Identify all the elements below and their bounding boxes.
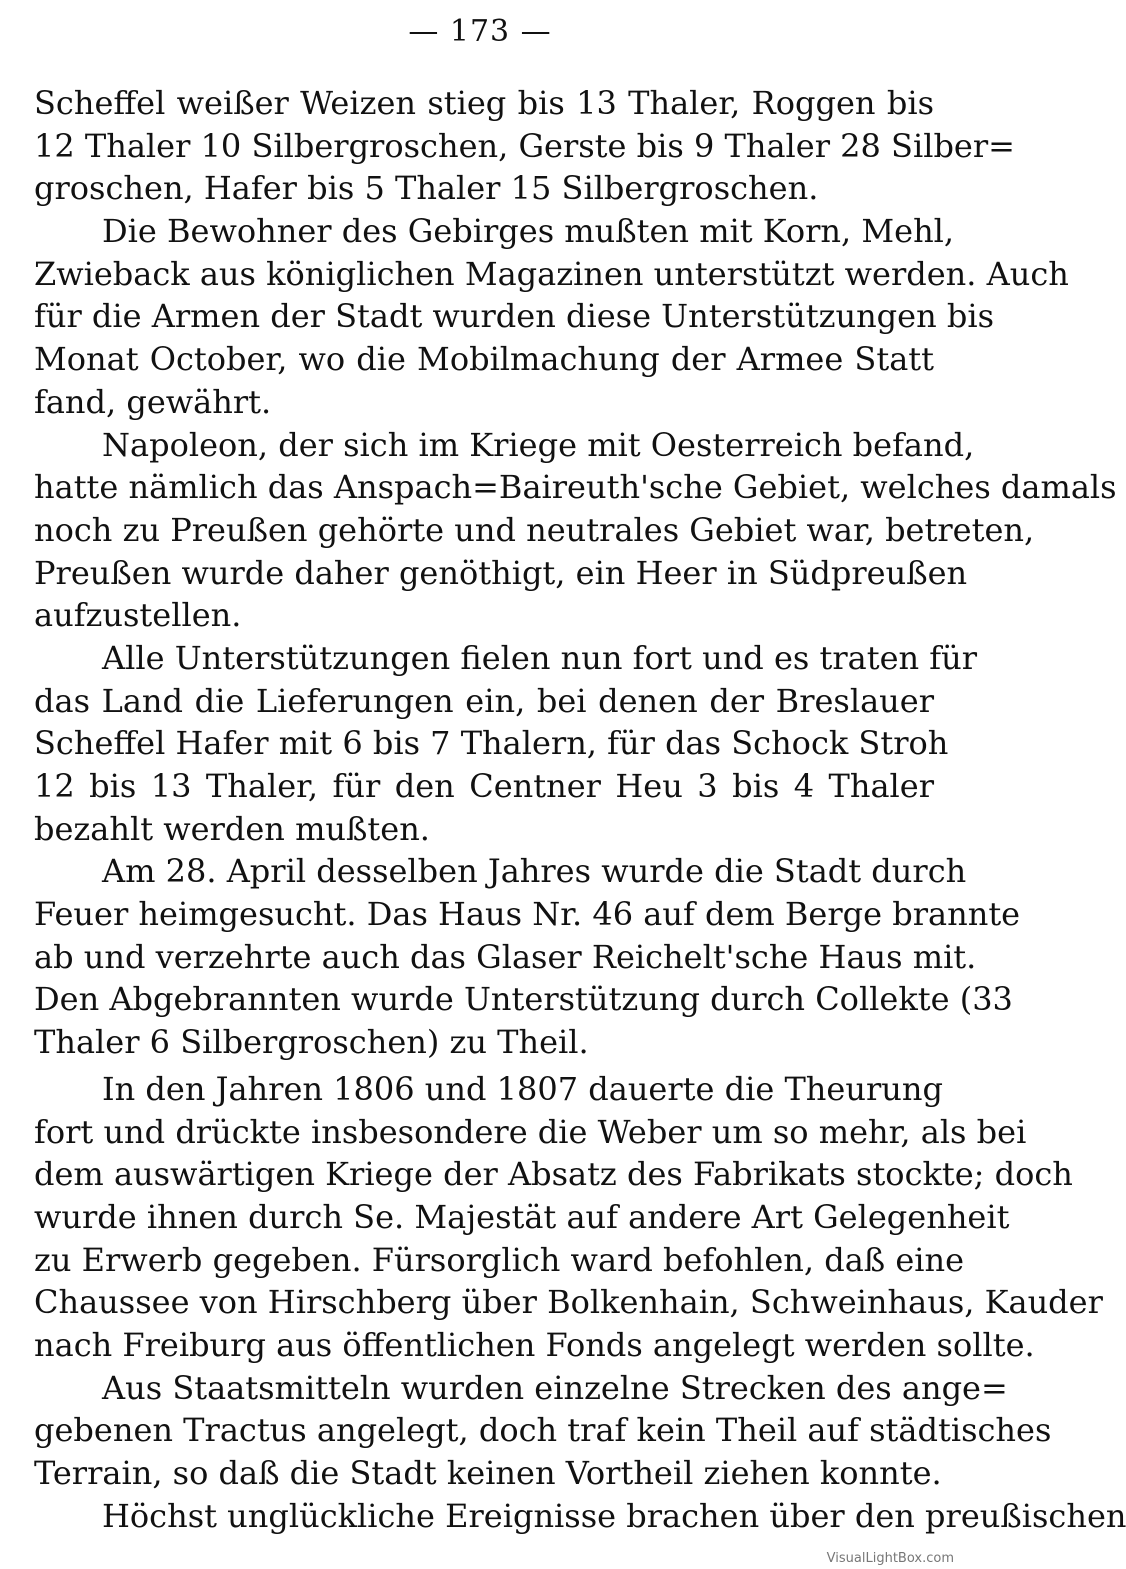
text-line: In den Jahren 1806 und 1807 dauerte die Theurung [102, 1069, 943, 1108]
text-line: Napoleon, der sich im Kriege mit Oesterreich befand, [102, 425, 975, 464]
text-line: Thaler 6 Silbergroschen) zu Theil. [34, 1023, 589, 1062]
text-line: wurde ihnen durch Se. Majestät auf andere Art Gelegenheit [34, 1197, 1010, 1236]
text-line: Terrain, so daß die Stadt keinen Vortheil ziehen konnte. [34, 1454, 942, 1492]
text-line: Chaussee von Hirschberg über Bolkenhain, Schweinhaus, Kauder [34, 1283, 1103, 1322]
text-line: zu Erwerb gegeben. Fürsorglich ward befohlen, daß eine [34, 1240, 965, 1279]
text-line: ab und verzehrte auch das Glaser Reichelt'sche Haus mit. [34, 937, 977, 976]
text-line: Am 28. April desselben Jahres wurde die Stadt durch [102, 852, 967, 891]
text-line: das Land die Lieferungen ein, bei denen der Breslauer [34, 681, 934, 720]
text-line: Die Bewohner des Gebirges mußten mit Korn, Mehl, [102, 212, 955, 251]
text-line: für die Armen der Stadt wurden diese Unterstützungen bis [34, 297, 995, 336]
text-line: gebenen Tractus angelegt, doch traf kein Theil auf städtisches [34, 1411, 1052, 1450]
watermark: VisualLightBox.com [826, 1551, 954, 1566]
text-line: Zwieback aus königlichen Magazinen unterstützt werden. Auch [34, 254, 1069, 293]
text-line: Scheffel Hafer mit 6 bis 7 Thalern, für das Schock Stroh [34, 724, 949, 763]
text-line: Scheffel weißer Weizen stieg bis 13 Thaler, Roggen bis [34, 84, 934, 122]
text-line: Alle Unterstützungen fielen nun fort und es traten für [102, 638, 978, 677]
text-line: Den Abgebrannten wurde Unterstützung durch Collekte (33 [34, 980, 1013, 1019]
text-line: groschen, Hafer bis 5 Thaler 15 Silbergroschen. [34, 169, 819, 208]
text-line: fand, gewährt. [34, 382, 272, 421]
text-line: Feuer heimgesucht. Das Haus Nr. 46 auf dem Berge brannte [34, 895, 1021, 934]
text-line: Preußen wurde daher genöthigt, ein Heer in Südpreußen [34, 553, 968, 592]
text-line: aufzustellen. [34, 596, 242, 635]
text-line: 12 bis 13 Thaler, für den Centner Heu 3 bis 4 Thaler [34, 767, 934, 805]
text-line: noch zu Preußen gehörte und neutrales Gebiet war, betreten, [34, 510, 1035, 549]
text-line: nach Freiburg aus öffentlichen Fonds angelegt werden sollte. [34, 1325, 1035, 1364]
text-line: dem auswärtigen Kriege der Absatz des Fabrikats stockte; doch [34, 1155, 1073, 1194]
text-line: Höchst unglückliche Ereignisse brachen über den preußischen [102, 1496, 1126, 1535]
text-line: hatte nämlich das Anspach=Baireuth'sche Gebiet, welches damals [34, 468, 1117, 507]
text-line: bezahlt werden mußten. [34, 809, 430, 848]
text-line: 12 Thaler 10 Silbergroschen, Gerste bis 9 Thaler 28 Silber= [34, 126, 1015, 165]
text-line: Aus Staatsmitteln wurden einzelne Strecken des ange= [102, 1368, 1008, 1407]
page-number: — 173 — [408, 14, 552, 49]
body-text [34, 82, 1126, 1537]
text-line: Monat October, wo die Mobilmachung der Armee Statt [34, 340, 934, 379]
text-line: fort und drückte insbesondere die Weber um so mehr, als bei [34, 1112, 1027, 1151]
